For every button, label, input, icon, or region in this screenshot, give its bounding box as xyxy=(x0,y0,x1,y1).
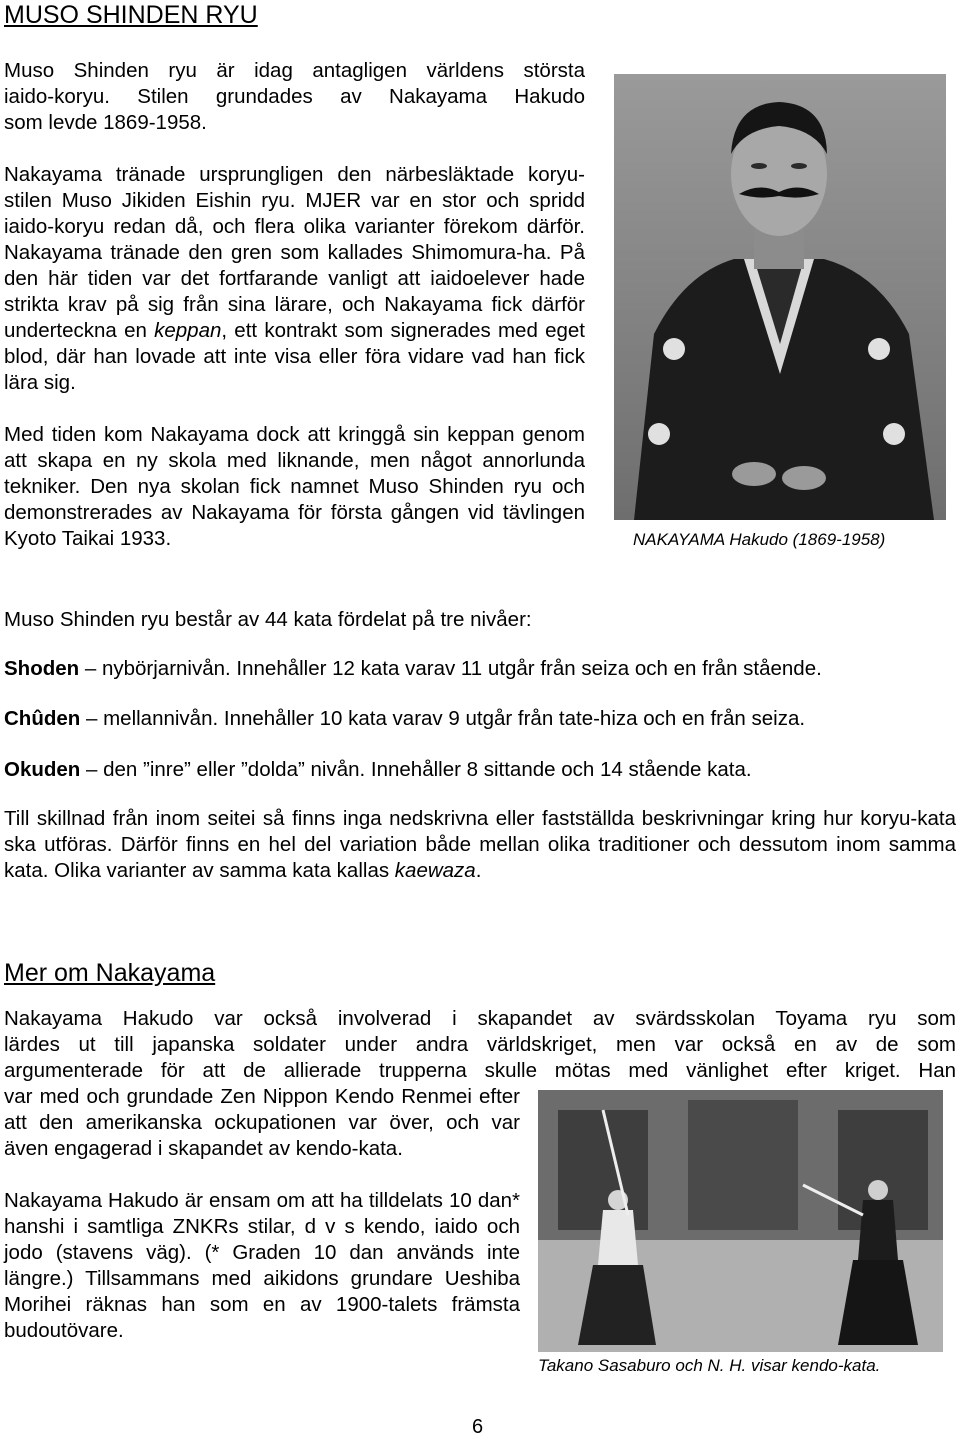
intro-paragraph-1 xyxy=(4,58,585,136)
nakayama-line-2: lärdes ut till japanska soldater under andra världskriget, men var också en av de som xyxy=(4,1033,956,1056)
level-okuden xyxy=(4,757,959,783)
intro-paragraph-3: Med tiden kom Nakayama dock att kringgå sin keppan genom att skapa en ny skola med liknande, men något annorlunda tekniker. Den nya skolan fick namnet Muso Shinden ryu och demonstrerades av Nakayama för första gången vid tävlingen Kyoto Taikai 1933. xyxy=(4,423,585,550)
intro-p2-text-a: Nakayama tränade ursprungligen den närbesläktade koryu-stilen Muso Jikiden Eishin ryu. MJER var en stor och spridd iaido-koryu redan då, och flera olika varianter förekom därför. Nakayama tränade den gren som kallades Shimomura-ha. På den här tiden var det fortfarande vanligt att iaidoelever hade strikta krav på sig från sina lärare, och Nakayama fick därför underteckna en xyxy=(4,163,585,342)
nakayama-line-1: Nakayama Hakudo var också involverad i skapandet av svärdsskolan Toyama ryu som xyxy=(4,1007,956,1030)
keppan-term: keppan xyxy=(154,319,222,342)
level-name: Shoden xyxy=(4,657,80,680)
kendo-photo-caption: Takano Sasaburo och N. H. visar kendo-kata. xyxy=(538,1356,881,1375)
level-chuden xyxy=(4,706,959,732)
variation-paragraph xyxy=(4,806,956,884)
intro-line-1: Muso Shinden ryu är idag antagligen världens största xyxy=(4,59,585,82)
kendo-kata-photo xyxy=(538,1090,943,1352)
kaewaza-term: kaewaza xyxy=(394,859,476,882)
nakayama-paragraph-1 xyxy=(4,1006,956,1084)
intro-line-2: iaido-koryu. Stilen grundades av Nakayama Hakudo xyxy=(4,85,585,108)
intro-column xyxy=(4,58,585,552)
portrait-caption: NAKAYAMA Hakudo (1869-1958) xyxy=(633,530,886,549)
level-name: Okuden xyxy=(4,758,81,781)
nakayama-portrait-photo xyxy=(614,74,946,520)
level-desc: – nybörjarnivån. Innehåller 12 kata varav 11 utgår från seiza och en från stående. xyxy=(79,657,822,680)
intro-p2-text-b: , ett kontrakt som signerades med eget blod, där han lovade att inte visa eller föra vidare vad han fick lära sig. xyxy=(4,319,585,394)
nakayama-line-3: argumenterade för att de allierade trupperna skulle mötas med vänlighet efter kriget. Han xyxy=(4,1059,956,1082)
variation-text: Till skillnad från inom seitei så finns inga nedskrivna eller fastställda beskrivningar kring hur koryu-kata ska utföras. Därför finns en hel del variation både mellan olika traditioner och dessutom inom samma kata. Olika varianter av samma kata kallas xyxy=(4,807,956,882)
section-heading: Mer om Nakayama xyxy=(4,959,216,987)
intro-line-3: som levde 1869-1958. xyxy=(4,111,207,134)
level-shoden xyxy=(4,656,959,682)
levels-intro: Muso Shinden ryu består av 44 kata fördelat på tre nivåer: xyxy=(4,608,532,631)
level-desc: – mellannivån. Innehåller 10 kata varav 9 utgår från tate-hiza och en från seiza. xyxy=(80,707,806,730)
nakayama-column xyxy=(4,1084,520,1344)
level-name: Chûden xyxy=(4,707,81,730)
page-number: 6 xyxy=(472,1416,484,1438)
page-title: MUSO SHINDEN RYU xyxy=(4,1,258,29)
intro-paragraph-2 xyxy=(4,162,585,396)
nakayama-paragraph-2: Nakayama Hakudo är ensam om att ha tilldelats 10 dan* hanshi i samtliga ZNKRs stilar, d v s kendo, iaido och jodo (stavens väg). (* Graden 10 dan används inte längre.) Tillsammans med aikidons grundare Ueshiba Morihei räknas han som en av 1900-talets främsta budoutövare. xyxy=(4,1189,520,1342)
variation-end: . xyxy=(475,859,482,882)
level-desc: – den ”inre” eller ”dolda” nivån. Innehåller 8 sittande och 14 stående kata. xyxy=(80,758,752,781)
nakayama-paragraph-1-cont: var med och grundade Zen Nippon Kendo Renmei efter att den amerikanska ockupationen var över, och var även engagerad i skapandet av kendo-kata. xyxy=(4,1085,520,1160)
